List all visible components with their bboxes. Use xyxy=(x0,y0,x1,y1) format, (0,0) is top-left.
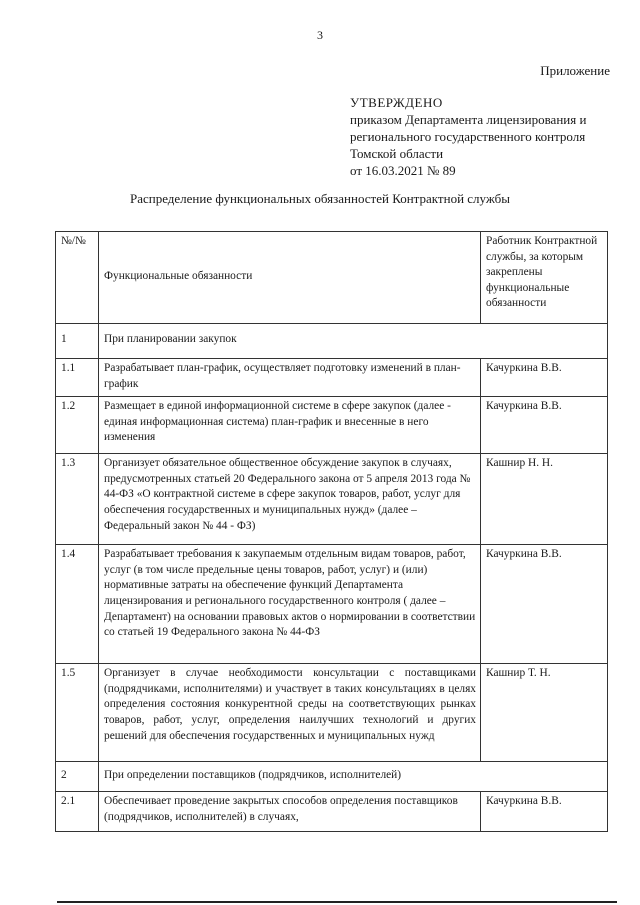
row-number: 2.1 xyxy=(56,792,99,832)
row-duty: Разрабатывает план-график, осуществляет подготовку изменений в план-график xyxy=(99,359,481,397)
document-title: Распределение функциональных обязанностей Контрактной службы xyxy=(129,191,511,206)
approval-date: от 16.03.2021 № 89 xyxy=(350,163,456,178)
table-row xyxy=(56,792,608,832)
approval-block xyxy=(350,94,620,179)
row-worker: Кашнир Т. Н. xyxy=(481,664,608,762)
approval-line: Томской области xyxy=(350,146,444,161)
row-number: 1.4 xyxy=(56,545,99,664)
row-number: 1.1 xyxy=(56,359,99,397)
row-duty: При определении поставщиков (подрядчиков, исполнителей) xyxy=(99,762,608,792)
bottom-divider xyxy=(57,901,617,903)
row-duty: Организует в случае необходимости консультации с поставщиками (подрядчиками, исполнителями) и участвует в таких консультациях в целях определения состояния конкурентной среды на соответствующих рынках товаров, работ, услуг, определения наилучших технологий и других решений для обеспечения государственных и муниципальных нужд xyxy=(99,664,481,762)
row-duty: Организует обязательное общественное обсуждение закупок в случаях, предусмотренных статьей 20 Федерального закона от 5 апреля 2013 года № 44-ФЗ «О контрактной системе в сфере закупок товаров, работ, услуг для обеспечения государственных и муниципальных нужд» (далее – Федеральный закон № 44 - ФЗ) xyxy=(99,454,481,545)
table-row xyxy=(56,359,608,397)
row-number: 1.5 xyxy=(56,664,99,762)
row-number: 2 xyxy=(56,762,99,792)
table-row xyxy=(56,545,608,664)
table-row xyxy=(56,454,608,545)
table-row xyxy=(56,324,608,359)
header-worker: Работник Контрактной службы, за которым закреплены функциональные обязанности xyxy=(481,232,608,324)
approval-line: приказом Департамента лицензирования и xyxy=(350,112,587,127)
row-number: 1.3 xyxy=(56,454,99,545)
table-row xyxy=(56,762,608,792)
row-duty: При планировании закупок xyxy=(99,324,608,359)
header-number: №/№ xyxy=(56,232,99,324)
row-number: 1 xyxy=(56,324,99,359)
row-number: 1.2 xyxy=(56,397,99,454)
row-worker: Качуркина В.В. xyxy=(481,792,608,832)
table-row xyxy=(56,664,608,762)
approval-line: регионального государственного контроля xyxy=(350,129,586,144)
row-worker: Качуркина В.В. xyxy=(481,545,608,664)
row-duty: Разрабатывает требования к закупаемым отдельным видам товаров, работ, услуг (в том числе предельные цены товаров, работ, услуг) и (или) нормативные затраты на обеспечение функций Департамента лицензирования и регионального государственного контроля ( далее – Департамент) на основании правовых актов о нормировании в соответствии со статьей 19 Федерального закона № 44-ФЗ xyxy=(99,545,481,664)
row-duty: Обеспечивает проведение закрытых способов определения поставщиков (подрядчиков, исполнителей) в случаях, xyxy=(99,792,481,832)
table-row xyxy=(56,397,608,454)
header-duties: Функциональные обязанности xyxy=(99,232,481,324)
approval-title: УТВЕРЖДЕНО xyxy=(350,95,443,110)
duties-table xyxy=(55,231,608,832)
appendix-label: Приложение xyxy=(540,63,610,78)
row-worker: Кашнир Н. Н. xyxy=(481,454,608,545)
row-worker: Качуркина В.В. xyxy=(481,359,608,397)
row-worker: Качуркина В.В. xyxy=(481,397,608,454)
page-number: 3 xyxy=(317,28,323,42)
row-duty: Размещает в единой информационной системе в сфере закупок (далее - единая информационная система) план-график и внесенные в него изменения xyxy=(99,397,481,454)
table-header-row xyxy=(56,232,608,324)
